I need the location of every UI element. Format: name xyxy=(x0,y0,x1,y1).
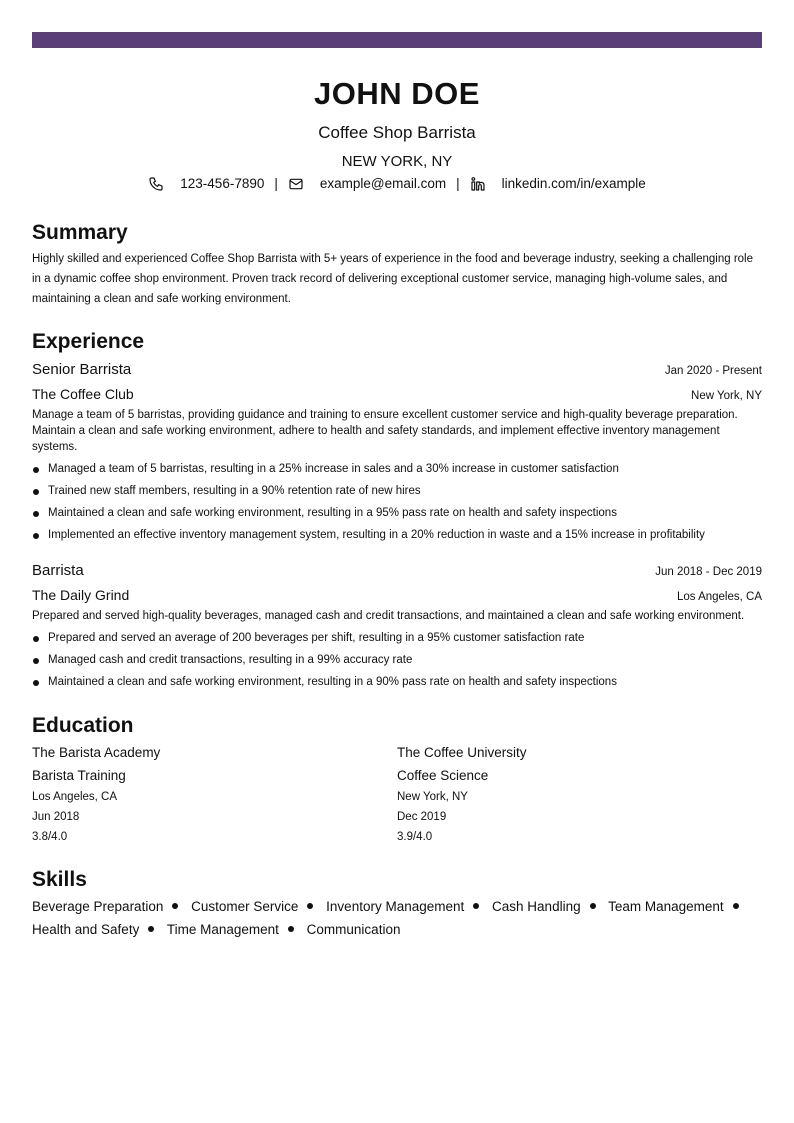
mail-icon xyxy=(288,176,304,192)
skill-separator xyxy=(590,903,596,909)
edu-gpa: 3.9/4.0 xyxy=(397,831,433,843)
contact-linkedin xyxy=(470,174,646,194)
job-bullets xyxy=(32,458,762,546)
experience-section xyxy=(32,329,762,693)
bullet-text: Maintained a clean and safe working environment, resulting in a 90% pass rate on health and safety inspections xyxy=(48,676,617,688)
job-dates: Jun 2018 - Dec 2019 xyxy=(655,566,762,578)
edu-date: Dec 2019 xyxy=(397,811,447,823)
bullet-item xyxy=(32,671,762,693)
job-entry xyxy=(32,560,762,693)
resume-page xyxy=(32,32,762,941)
candidate-name: JOHN DOE xyxy=(314,76,480,111)
skill-separator xyxy=(172,903,178,909)
job-bullets xyxy=(32,627,762,693)
linkedin-url: linkedin.com/in/example xyxy=(501,176,646,191)
edu-degree: Barista Training xyxy=(32,768,126,783)
edu-school: The Barista Academy xyxy=(32,745,161,760)
edu-school: The Coffee University xyxy=(397,745,527,760)
contact-line xyxy=(32,174,762,194)
bullet-item xyxy=(32,627,762,649)
summary-section xyxy=(32,220,762,309)
job-location: New York, NY xyxy=(691,390,762,402)
bullet-item xyxy=(32,480,762,502)
skill-item: Cash Handling xyxy=(492,899,581,914)
bullet-text: Managed a team of 5 barristas, resulting in a 25% increase in sales and a 30% increase in customer satisfaction xyxy=(48,463,619,475)
resume-header xyxy=(32,76,762,194)
job-title: Coffee Shop Barrista xyxy=(318,123,476,142)
skill-separator xyxy=(473,903,479,909)
edu-degree: Coffee Science xyxy=(397,768,489,783)
job-description: Prepared and served high-quality beverages, managed cash and credit transactions, and maintained a clean and safe working environment. xyxy=(32,610,745,622)
education-heading: Education xyxy=(32,714,134,737)
experience-heading: Experience xyxy=(32,330,145,353)
email-address: example@email.com xyxy=(319,176,447,191)
skill-item: Beverage Preparation xyxy=(32,899,164,914)
accent-bar xyxy=(32,32,762,48)
skills-section xyxy=(32,867,762,941)
job-role: Senior Barrista xyxy=(32,361,132,378)
bullet-item xyxy=(32,524,762,546)
contact-phone xyxy=(148,174,264,194)
skill-item: Communication xyxy=(306,922,401,937)
header-location: NEW YORK, NY xyxy=(341,153,453,170)
education-entry xyxy=(32,741,397,847)
contact-separator: | xyxy=(274,176,278,191)
bullet-text: Prepared and served an average of 200 beverages per shift, resulting in a 95% customer satisfaction rate xyxy=(48,632,585,644)
education-section xyxy=(32,713,762,847)
education-entry xyxy=(397,741,762,847)
skill-separator xyxy=(148,926,154,932)
phone-number: 123-456-7890 xyxy=(180,176,265,191)
job-dates: Jan 2020 - Present xyxy=(664,365,762,377)
skill-separator xyxy=(307,903,313,909)
job-entry xyxy=(32,359,762,546)
contact-separator: | xyxy=(456,176,460,191)
contact-email xyxy=(288,174,446,194)
edu-location: New York, NY xyxy=(397,791,468,803)
bullet-item xyxy=(32,502,762,524)
linkedin-icon xyxy=(470,176,486,192)
job-location: Los Angeles, CA xyxy=(676,591,762,603)
edu-location: Los Angeles, CA xyxy=(32,791,118,803)
skill-separator xyxy=(733,903,739,909)
skills-list xyxy=(32,895,762,941)
bullet-item xyxy=(32,458,762,480)
bullet-text: Maintained a clean and safe working environment, resulting in a 95% pass rate on health and safety inspections xyxy=(48,507,617,519)
job-role: Barrista xyxy=(32,562,84,579)
bullet-item xyxy=(32,649,762,671)
skill-item: Team Management xyxy=(608,899,724,914)
summary-text: Highly skilled and experienced Coffee Shop Barrista with 5+ years of experience in the food and beverage industry, seeking a challenging role in a dynamic coffee shop environment. Proven track record of delivering exceptional customer service, managing high-volume sales, and maintaining a clean and safe working environment. xyxy=(32,253,754,305)
skill-item: Customer Service xyxy=(191,899,299,914)
skill-item: Health and Safety xyxy=(32,922,140,937)
edu-date: Jun 2018 xyxy=(32,811,80,823)
bullet-text: Managed cash and credit transactions, resulting in a 99% accuracy rate xyxy=(48,654,413,666)
skill-item: Time Management xyxy=(166,922,279,937)
skills-heading: Skills xyxy=(32,868,87,891)
skill-separator xyxy=(288,926,294,932)
phone-icon xyxy=(148,176,164,192)
job-description: Manage a team of 5 barristas, providing guidance and training to ensure excellent customer service and high-quality beverage preparation. Maintain a clean and safe working environment, adhere to health and safety standards, and implement effective inventory management systems. xyxy=(32,409,738,453)
job-company: The Coffee Club xyxy=(32,386,134,402)
skill-item: Inventory Management xyxy=(326,899,465,914)
summary-heading: Summary xyxy=(32,221,128,244)
edu-gpa: 3.8/4.0 xyxy=(32,831,68,843)
bullet-text: Trained new staff members, resulting in a 90% retention rate of new hires xyxy=(48,485,421,497)
bullet-text: Implemented an effective inventory management system, resulting in a 20% reduction in waste and a 15% increase in profitability xyxy=(48,529,705,541)
job-company: The Daily Grind xyxy=(32,587,130,603)
